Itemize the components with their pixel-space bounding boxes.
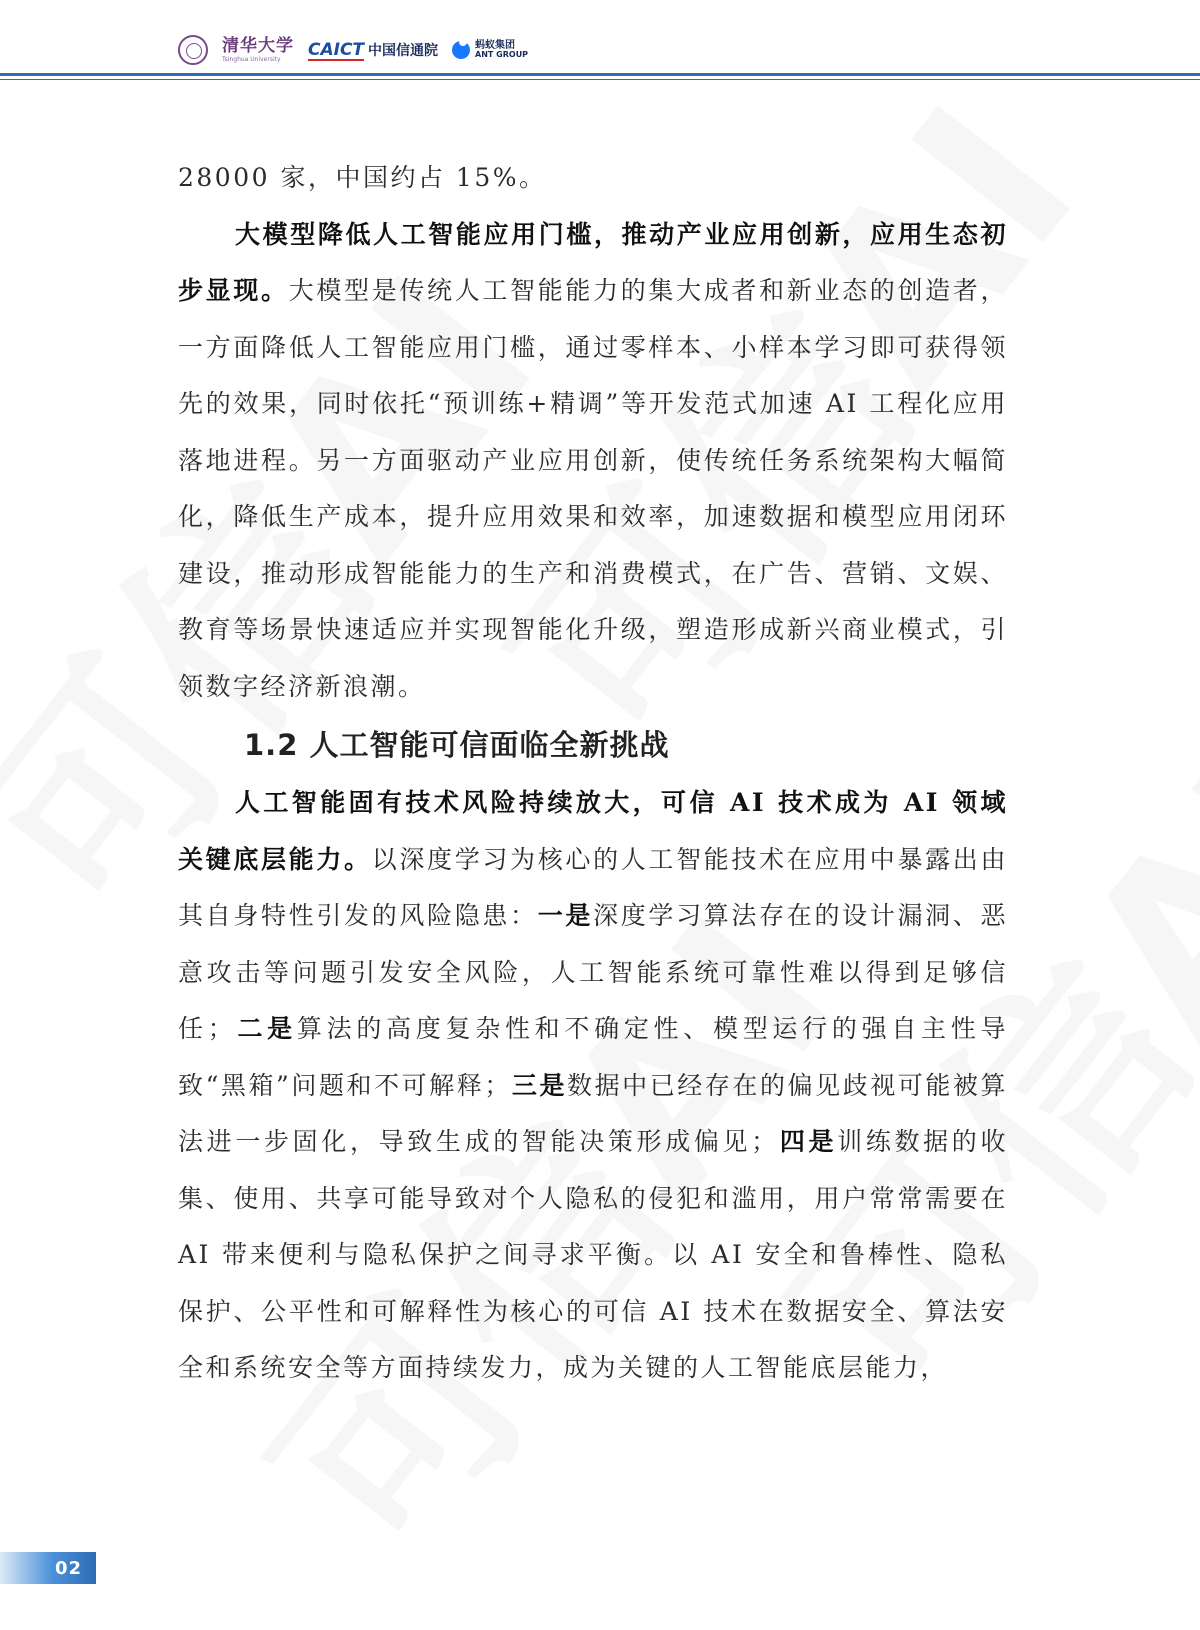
page-header — [0, 0, 1200, 90]
ant-group-logo — [452, 41, 528, 60]
caict-name-cn: 中国信通院 — [368, 42, 439, 59]
ant-name-en: ANT GROUP — [475, 50, 529, 60]
caict-logo — [308, 40, 438, 61]
section-heading: 1.2 人工智能可信面临全新挑战 — [244, 728, 670, 762]
header-rule-thick — [0, 73, 1200, 76]
paragraph-trustworthy-ai — [178, 775, 1008, 1397]
point-3-text: 数据中已经存在的偏见歧视可能被算法进一步固化，导致生成的智能决策形成偏见； — [178, 1070, 1008, 1156]
caict-name-en: CAICT — [308, 39, 365, 60]
page-number-tab — [0, 1552, 96, 1584]
point-1-label: 一是 — [537, 901, 594, 930]
paragraph-continuation — [178, 150, 1008, 207]
paragraph-lead-bold: 人工智能固有技术风险持续放大，可信 AI 技术成为 AI 领域关键底层能力。 — [178, 788, 1008, 874]
point-4-text: 训练数据的收集、使用、共享可能导致对个人隐私的侵犯和滥用，用户常常需要在 AI 带来便利与隐私保护之间寻求平衡。以 AI 安全和鲁棒性、隐私保护、公平性和可解释性为核心的可信 AI 技术在数据安全、算法安全和系统安全等方面持续发力，成为关键的人工智能底层能力， — [178, 1127, 1008, 1382]
paragraph-lead-bold: 大模型降低人工智能应用门槛，推动产业应用创新，应用生态初步显现。 — [178, 219, 1008, 305]
page-number: 02 — [54, 1557, 82, 1579]
paragraph-text: 大模型是传统人工智能能力的集大成者和新业态的创造者，一方面降低人工智能应用门槛，通过零样本、小样本学习即可获得领先的效果，同时依托“预训练+精调”等开发范式加速 AI 工程化应用落地进程。另一方面驱动产业应用创新，使传统任务系统架构大幅简化，降低生产成本，提升应用效果和效率，加速数据和模型应用闭环建设，推动形成智能能力的生产和消费模式，在广告、营销、文娱、教育等场景快速适应并实现智能化升级，塑造形成新兴商业模式，引领数字经济新浪潮。 — [178, 276, 1008, 701]
paragraph-large-models — [178, 207, 1008, 716]
logo-bar — [178, 32, 528, 68]
point-3-label: 三是 — [511, 1070, 568, 1100]
paragraph-text: 以深度学习为核心的人工智能技术在应用中暴露出由其自身特性引发的风险隐患： — [178, 844, 1008, 930]
ant-group-icon — [452, 41, 470, 59]
tsinghua-logo — [222, 35, 294, 63]
tsinghua-name-cn: 清华大学 — [222, 35, 294, 56]
page-body — [178, 150, 1008, 1397]
point-4-label: 四是 — [778, 1127, 838, 1156]
header-rule-thin — [0, 79, 1200, 80]
ant-name-cn: 蚂蚁集团 — [475, 39, 516, 51]
point-2-label: 二是 — [235, 1014, 297, 1043]
paragraph-text: 28000 家，中国约占 15%。 — [178, 163, 547, 192]
tsinghua-seal-icon — [178, 35, 208, 65]
point-1-text: 深度学习算法存在的设计漏洞、恶意攻击等问题引发安全风险，人工智能系统可靠性难以得到足够信任； — [178, 901, 1008, 1043]
point-2-text: 算法的高度复杂性和不确定性、模型运行的强自主性导致“黑箱”问题和不可解释； — [178, 1014, 1008, 1100]
tsinghua-name-en: Tsinghua University — [222, 55, 281, 63]
